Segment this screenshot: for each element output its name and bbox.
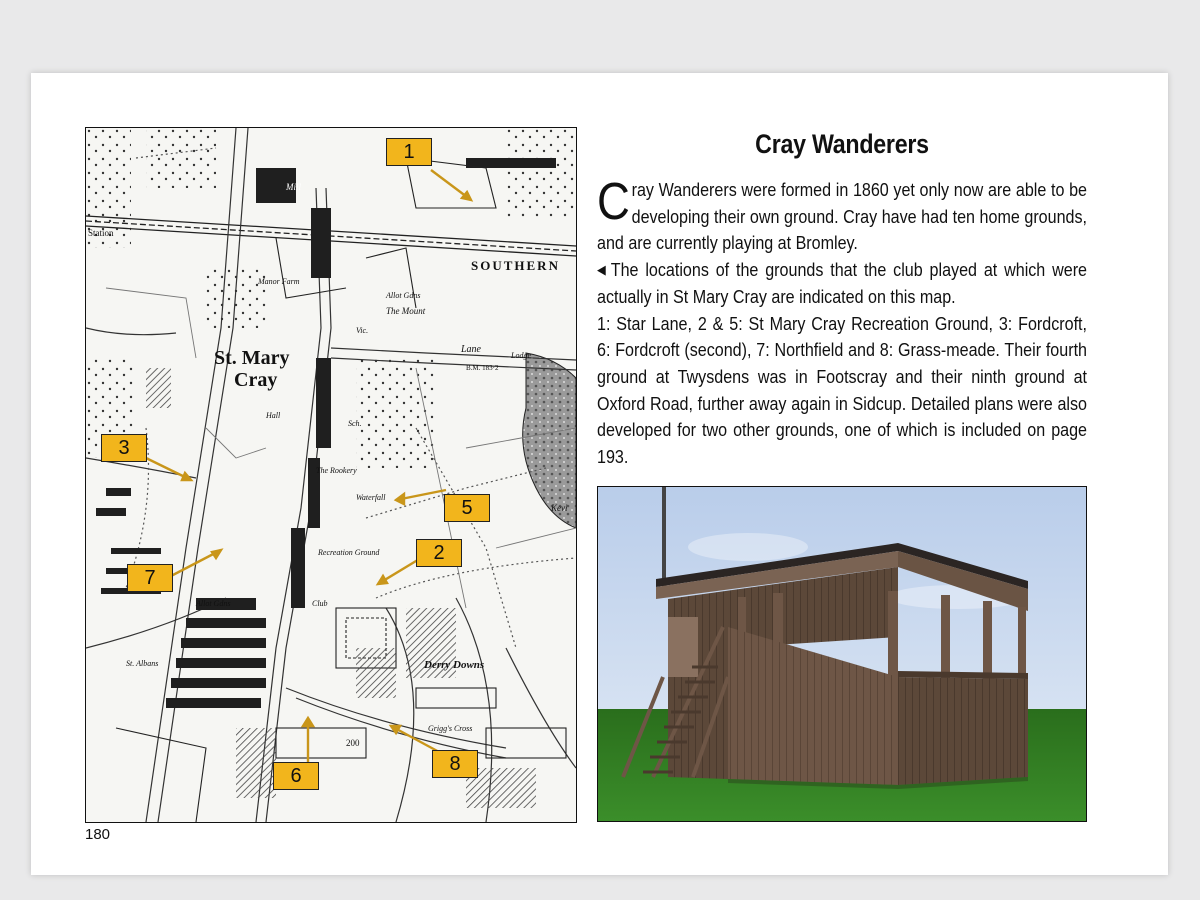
historic-map — [85, 127, 577, 823]
map-marker-1: 1 — [386, 138, 432, 166]
map-label-southern: SOUTHERN — [471, 258, 560, 273]
paragraph-grounds: 1: Star Lane, 2 & 5: St Mary Cray Recreation Ground, 3: Fordcroft, 6: Fordcroft (second), 7: Northfield and 8: Grass-meade. Their fourth ground at Twysdens was in Footscray and their ninth ground at Oxford Road, further away again in Sidcup. Detailed plans were also developed for two other grounds, one of which is included on page 193. — [597, 312, 1087, 468]
map-label-st-albans: St. Albans — [126, 659, 159, 668]
stand-rendering — [597, 486, 1087, 822]
page-title: Cray Wanderers — [755, 129, 929, 159]
map-label-200: 200 — [346, 738, 360, 748]
map-label-allot-gdns: Allot Gdns — [386, 291, 421, 300]
paragraph-map-note-text: The locations of the grounds that the club played at which were actually in St Mary Cray are indicated on this map. — [597, 259, 1087, 307]
map-label-recreation-ground: Recreation Ground — [318, 548, 380, 557]
page-number: 180 — [85, 826, 111, 843]
map-drawing — [86, 128, 576, 822]
map-marker-5: 5 — [444, 494, 490, 522]
map-label-the-mount: The Mount — [386, 306, 426, 316]
map-label-griggs-cross: Grigg's Cross — [428, 724, 473, 733]
map-label-club: Club — [312, 599, 328, 608]
map-label-hall: Hall — [266, 411, 281, 420]
map-marker-6: 6 — [273, 762, 319, 790]
map-label-sch: Sch. — [348, 419, 362, 428]
document-page — [31, 73, 1168, 875]
map-label-derry-downs: Derry Downs — [424, 659, 485, 671]
map-label-kevi: Kevi — [551, 503, 568, 513]
map-label-allot-gdns-2: Allot Gdns — [196, 599, 231, 608]
paragraph-intro-text: ray Wanderers were formed in 1860 yet only now are able to be developing their own ground. Cray have had ten home grounds, and are currently playing at Bromley. — [597, 179, 1087, 254]
stand-illustration — [598, 487, 1086, 821]
map-marker-3: 3 — [101, 434, 147, 462]
map-label-lane: Lane — [461, 344, 481, 355]
map-label-lodge: Lodge — [511, 351, 531, 360]
map-label-bm: B.M. 183·2 — [466, 364, 499, 372]
map-label-rookery: The Rookery — [316, 466, 357, 475]
map-label-mill: Mill — [286, 182, 301, 192]
map-label-station: Station — [88, 228, 114, 238]
map-label-vic: Vic. — [356, 326, 369, 335]
drop-cap: C — [597, 173, 630, 231]
map-label-manor-farm: Manor Farm — [258, 277, 300, 286]
map-marker-7: 7 — [127, 564, 173, 592]
map-label-town-1: St. Mary — [214, 347, 290, 369]
map-marker-8: 8 — [432, 750, 478, 778]
map-label-town-2: Cray — [234, 369, 278, 391]
paragraph-map-note — [597, 257, 1087, 310]
paragraph-intro — [597, 173, 1087, 257]
article-body — [597, 173, 1087, 471]
map-marker-2: 2 — [416, 539, 462, 567]
map-label-waterfall: Waterfall — [356, 493, 386, 502]
left-triangle-icon: ◀ — [597, 262, 609, 278]
